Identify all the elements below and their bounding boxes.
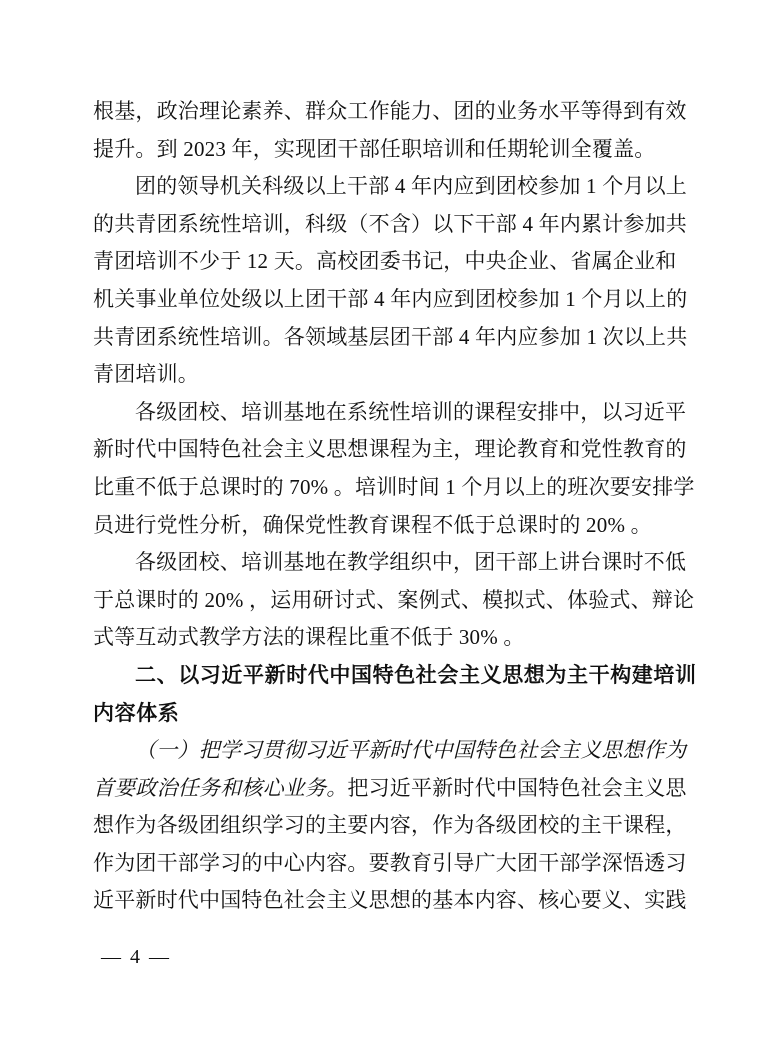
text-segment: 二、以习近平新时代中国特色社会主义思想为主干构建培训 bbox=[135, 663, 697, 687]
text-segment: 机关事业单位处级以上团干部 4 年内应到团校参加 1 个月以上的 bbox=[93, 286, 688, 311]
kaiti-text-segment: 首要政治任务和核心业务。 bbox=[93, 775, 348, 800]
text-line bbox=[93, 544, 687, 582]
text-segment: 根基，政治理论素养、群众工作能力、团的业务水平等得到有效 bbox=[93, 99, 687, 123]
text-segment: 青团培训不少于 12 天。高校团委书记，中央企业、省属企业和 bbox=[93, 249, 677, 274]
text-segment: 比重不低于总课时的 70% 。培训时间 1 个月以上的班次要安排学 bbox=[93, 474, 695, 499]
document-body bbox=[93, 93, 697, 920]
text-segment: 共青团系统性培训。各领域基层团干部 4 年内应参加 1 次以上共 bbox=[93, 324, 688, 349]
text-segment: 各级团校、培训基地在教学组织中，团干部上讲台课时不低 bbox=[135, 550, 687, 575]
page-number: — 4 — bbox=[101, 946, 171, 968]
text-line bbox=[93, 657, 697, 695]
text-line bbox=[93, 243, 677, 281]
text-line bbox=[93, 131, 677, 169]
text-segment: 团的领导机关科级以上干部 4 年内应到团校参加 1 个月以上 bbox=[135, 174, 687, 199]
kaiti-text-segment: （一）把学习贯彻习近平新时代中国特色社会主义思想作为 bbox=[135, 738, 687, 763]
text-segment: 青团培训。 bbox=[93, 362, 199, 387]
text-line bbox=[93, 807, 687, 845]
text-line bbox=[93, 394, 687, 432]
text-line bbox=[93, 507, 677, 545]
text-line bbox=[93, 619, 677, 657]
text-segment: 提升。到 2023 年，实现团干部任职培训和任期轮训全覆盖。 bbox=[93, 136, 656, 161]
text-line bbox=[93, 469, 695, 507]
text-line bbox=[93, 770, 687, 808]
text-line bbox=[93, 882, 687, 920]
text-line bbox=[93, 732, 687, 770]
text-line bbox=[93, 168, 687, 206]
text-line bbox=[93, 93, 687, 131]
text-segment: 把习近平新时代中国特色社会主义思 bbox=[347, 775, 687, 800]
text-line bbox=[93, 582, 695, 620]
text-segment: 各级团校、培训基地在系统性培训的课程安排中，以习近平 bbox=[135, 399, 687, 424]
text-segment: 新时代中国特色社会主义思想课程为主，理论教育和党性教育的 bbox=[93, 437, 687, 462]
text-segment: 近平新时代中国特色社会主义思想的基本内容、核心要义、实践 bbox=[93, 888, 687, 913]
text-line bbox=[93, 206, 687, 244]
text-segment: 内容体系 bbox=[93, 701, 180, 725]
text-line bbox=[93, 695, 677, 733]
text-line bbox=[93, 356, 677, 394]
text-segment: 于总课时的 20% ，运用研讨式、案例式、模拟式、体验式、辩论 bbox=[93, 587, 695, 612]
text-segment: 员进行党性分析，确保党性教育课程不低于总课时的 20% 。 bbox=[93, 512, 652, 537]
text-segment: 的共青团系统性培训，科级（不含）以下干部 4 年内累计参加共 bbox=[93, 211, 687, 236]
text-line bbox=[93, 281, 688, 319]
text-line bbox=[93, 845, 687, 883]
text-segment: 作为团干部学习的中心内容。要教育引导广大团干部学深悟透习 bbox=[93, 850, 687, 875]
text-line bbox=[93, 431, 687, 469]
text-segment: 想作为各级团组织学习的主要内容，作为各级团校的主干课程， bbox=[93, 813, 687, 838]
text-segment: 式等互动式教学方法的课程比重不低于 30% 。 bbox=[93, 625, 525, 650]
text-line bbox=[93, 319, 688, 357]
